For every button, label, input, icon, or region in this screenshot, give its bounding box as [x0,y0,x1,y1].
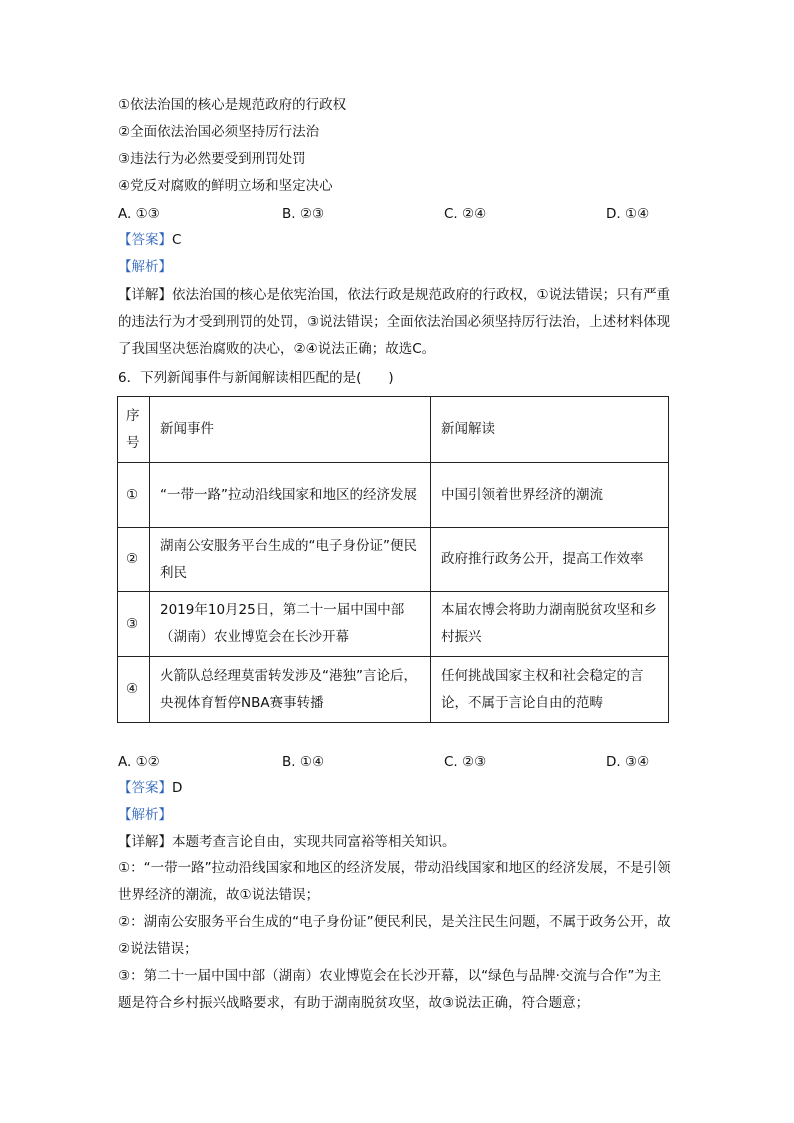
statement-2: ②全面依法治国必须坚持厉行法治 [118,124,320,140]
detail-tag: 【详解】 [118,834,172,850]
row-interpretation: 政府推行政务公开，提高工作效率 [431,528,669,592]
row-event: “一带一路”拉动沿线国家和地区的经济发展 [150,463,431,528]
q6-detail-1: ①：“一带一路”拉动沿线国家和地区的经济发展，带动沿线国家和地区的经济发展，不是引领世界经济的潮流，故①说法错误； [118,860,671,903]
header-index: 序号 [118,397,150,463]
q5-option-b: B. ②③ [282,206,325,222]
table-row [118,657,669,723]
q6-option-b: B. ①④ [282,754,325,770]
q6-analysis-tag: 【解析】 [118,807,172,823]
q5-option-d: D. ①④ [606,206,650,222]
row-event: 湖南公安服务平台生成的“电子身份证”便民利民 [150,528,431,592]
row-index: ④ [118,657,150,723]
q6-detail-2: ②：湖南公安服务平台生成的“电子身份证”便民利民，是关注民生问题，不属于政务公开，故②说法错误； [118,914,671,957]
answer-value: D [172,780,183,796]
detail-intro-text: 本题考查言论自由，实现共同富裕等相关知识。 [172,834,456,850]
answer-value: C [172,232,182,248]
table-row [118,528,669,592]
q5-analysis-tag: 【解析】 [118,259,172,275]
q6-question: 6．下列新闻事件与新闻解读相匹配的是( ) [118,370,394,386]
row-index: ③ [118,592,150,657]
row-interpretation: 任何挑战国家主权和社会稳定的言论，不属于言论自由的范畴 [431,657,669,723]
row-interpretation: 中国引领着世界经济的潮流 [431,463,669,528]
statement-3: ③违法行为必然要受到刑罚处罚 [118,151,306,167]
table-row [118,592,669,657]
answer-tag: 【答案】 [118,232,172,248]
news-table [117,396,669,723]
q6-option-a: A. ①② [118,754,160,770]
row-index: ② [118,528,150,592]
detail-tag: 【详解】 [118,287,172,303]
q6-detail-3: ③：第二十一届中国中部（湖南）农业博览会在长沙开幕，以“绿色与品牌·交流与合作”为主题是符合乡村振兴战略要求，有助于湖南脱贫攻坚，故③说法正确，符合题意； [118,968,662,1011]
statement-1: ①依法治国的核心是规范政府的行政权 [118,97,347,113]
table-header-row [118,397,669,463]
answer-tag: 【答案】 [118,780,172,796]
detail-text: 依法治国的核心是依宪治国，依法行政是规范政府的行政权，①说法错误；只有严重的违法行为才受到刑罚的处罚，③说法错误；全面依法治国必须坚持厉行法治，上述材料体现了我国坚决惩治腐败的决心，②④说法正确；故选C。 [118,287,671,357]
header-event: 新闻事件 [150,397,431,463]
row-event: 火箭队总经理莫雷转发涉及“港独”言论后，央视体育暂停NBA赛事转播 [150,657,431,723]
row-event: 2019年10月25日，第二十一届中国中部（湖南）农业博览会在长沙开幕 [150,592,431,657]
table-row [118,463,669,528]
q6-option-c: C. ②③ [444,754,487,770]
q6-detail-intro [118,832,456,852]
statement-4: ④党反对腐败的鲜明立场和坚定决心 [118,178,333,194]
q6-option-d: D. ③④ [606,754,650,770]
row-interpretation: 本届农博会将助力湖南脱贫攻坚和乡村振兴 [431,592,669,657]
row-index: ① [118,463,150,528]
q5-option-a: A. ①③ [118,206,160,222]
q6-answer-line [118,778,182,798]
q5-option-c: C. ②④ [444,206,487,222]
header-interpretation: 新闻解读 [431,397,669,463]
q5-detail [118,282,674,363]
q5-answer-line [118,230,181,250]
